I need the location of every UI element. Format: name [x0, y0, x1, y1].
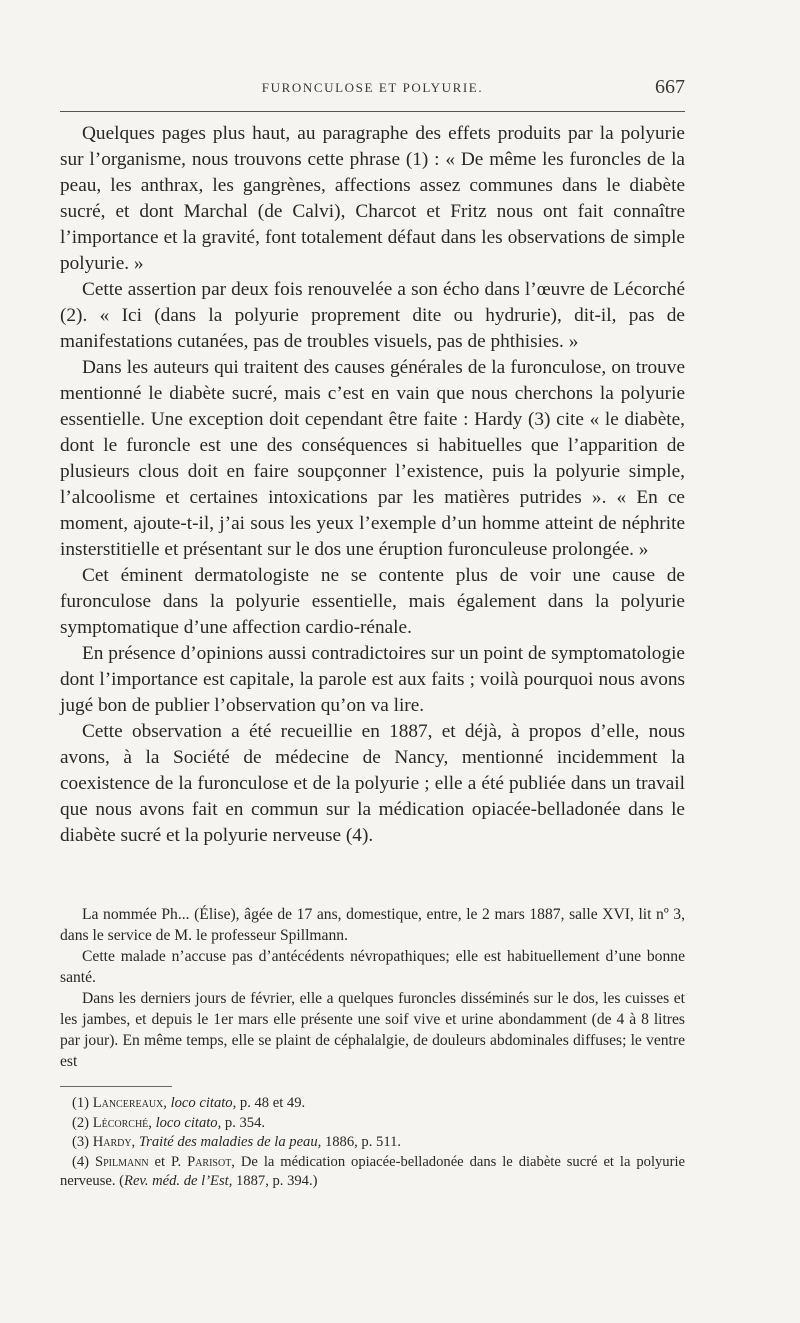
observation-paragraph: Cette malade n’accuse pas d’antécédents névropathiques; elle est habituellement d’une bonne santé.	[60, 948, 685, 986]
observation-paragraph: Dans les derniers jours de février, elle a quelques furoncles disséminés sur le dos, les cuisses et les jambes, et depuis le 1er mars elle présente une soif vive et urine abondamment (de 4 à 8 litres par jour). En même temps, elle se plaint de céphalalgie, de douleurs abdominales diffuses; le ventre est	[60, 990, 685, 1070]
header-rule	[60, 111, 685, 112]
paragraph: Quelques pages plus haut, au paragraphe des effets produits par la polyurie sur l’organisme, nous trouvons cette phrase (1) : « De même les furoncles de la peau, les anthrax, les gangrènes, affections assez communes dans le diabète sucré, et dont Marchal (de Calvi), Charcot et Fritz nous ont fait connaître l’importance et la gravité, font totalement défaut dans les observations de simple polyurie. »	[60, 123, 685, 274]
page-number: 667	[655, 76, 685, 98]
paragraph: Dans les auteurs qui traitent des causes générales de la furonculose, on trouve mentionné le diabète sucré, mais c’est en vain que nous cherchons la polyurie essentielle. Une exception doit cependant être faite : Hardy (3) cite « le diabète, dont le furoncle est une des conséquences si habituelles que l’apparition de plusieurs clous doit en faire soupçonner l’existence, puis la polyurie simple, l’alcoolisme et certaines intoxications par les matières putrides ». « En ce moment, ajoute-t-il, j’ai sous les yeux l’exemple d’un homme atteint de néphrite insterstitielle et présentant sur le dos une éruption furonculeuse prolongée. »	[60, 357, 685, 560]
footnote: (1) Lancereaux, loco citato, p. 48 et 49.	[72, 1095, 306, 1111]
footnote-rule	[60, 1086, 172, 1087]
footnote: (2) Lécorché, loco citato, p. 354.	[72, 1114, 266, 1131]
main-text	[60, 121, 685, 849]
paragraph: Cet éminent dermatologiste ne se contente plus de voir une cause de furonculose dans la polyurie essentielle, mais également dans la polyurie symptomatique d’une affection cardio-rénale.	[60, 565, 685, 638]
paragraph: Cette assertion par deux fois renouvelée a son écho dans l’œuvre de Lécorché (2). « Ici (dans la polyurie proprement dite ou hydrurie), dit-il, pas de manifestations cutanées, pas de troubles visuels, pas de phthisies. »	[60, 279, 685, 352]
footnotes	[60, 1094, 685, 1192]
footnote: (3) Hardy, Traité des maladies de la peau, 1886, p. 511.	[72, 1134, 402, 1150]
page-header	[60, 76, 685, 102]
running-title: FURONCULOSE ET POLYURIE.	[261, 80, 484, 95]
footnote: (4) Spilmann et P. Parisot, De la médication opiacée-belladonée dans le diabète sucré et la polyurie nerveuse. (Rev. méd. de l’Est, 1887, p. 394.)	[60, 1153, 685, 1189]
observation-text	[60, 904, 685, 1072]
observation-paragraph: La nommée Ph... (Élise), âgée de 17 ans, domestique, entre, le 2 mars 1887, salle XVI, lit nº 3, dans le service de M. le professeur Spillmann.	[60, 906, 685, 944]
paragraph: En présence d’opinions aussi contradictoires sur un point de symptomatologie dont l’importance est capitale, la parole est aux faits ; voilà pourquoi nous avons jugé bon de publier l’observation qu’on va lire.	[60, 643, 685, 716]
paragraph: Cette observation a été recueillie en 1887, et déjà, à propos d’elle, nous avons, à la Société de médecine de Nancy, mentionné incidemment la coexistence de la furonculose et de la polyurie ; elle a été publiée dans un travail que nous avons fait en commun sur la médication opiacée-belladonée dans le diabète sucré et la polyurie nerveuse (4).	[60, 721, 685, 846]
